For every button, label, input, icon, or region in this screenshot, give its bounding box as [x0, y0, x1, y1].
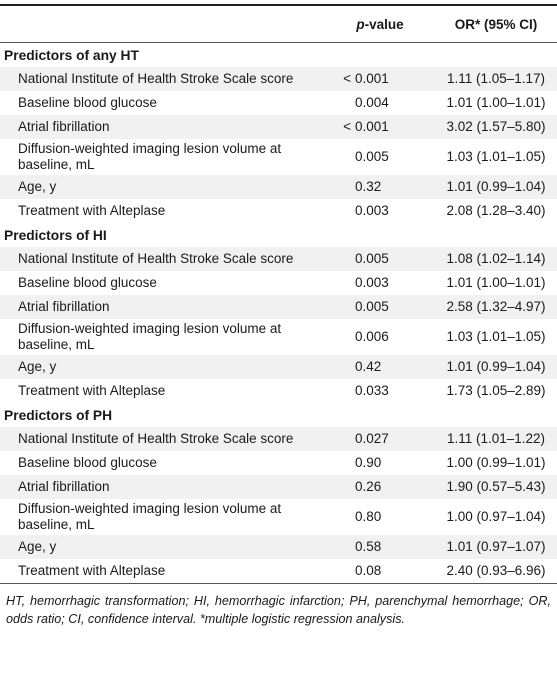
table-row [0, 319, 557, 355]
table-row [0, 559, 557, 583]
section-heading: Predictors of any HT [4, 47, 139, 63]
header-pvalue-rest: -value [364, 16, 404, 32]
pvalue-cell [325, 149, 435, 165]
table-row [0, 139, 557, 175]
predictor-label: Baseline blood glucose [18, 455, 157, 470]
pvalue: 0.001 [355, 71, 389, 86]
table-row [0, 175, 557, 199]
pvalue-cell [325, 179, 435, 195]
predictor-label: National Institute of Health Stroke Scale score [18, 431, 294, 446]
table-row [0, 475, 557, 499]
pvalue-cell [325, 383, 435, 399]
table-footnote: HT, hemorrhagic transformation; HI, hemorrhagic infarction; PH, parenchymal hemorrhage; OR, odds ratio; CI, confidence interval. *multiple logistic regression analysis. [6, 594, 551, 626]
pvalue-cell [325, 299, 435, 315]
less-than-sign [325, 149, 355, 165]
less-than-sign [325, 539, 355, 555]
table-row [0, 355, 557, 379]
predictor-label: Diffusion-weighted imaging lesion volume at baseline, mL [18, 321, 282, 352]
pvalue-cell [325, 359, 435, 375]
pvalue: 0.001 [355, 119, 389, 134]
predictor-label: Treatment with Alteplase [18, 203, 166, 218]
less-than-sign [325, 455, 355, 471]
pvalue-cell [325, 119, 435, 135]
less-than-sign [325, 509, 355, 525]
header-pvalue [325, 17, 435, 32]
pvalue: 0.58 [355, 539, 382, 554]
pvalue: 0.42 [355, 359, 382, 374]
pvalue: 0.08 [355, 563, 382, 578]
pvalue: 0.005 [355, 299, 389, 314]
predictor-label: Baseline blood glucose [18, 95, 157, 110]
predictor-label: Age, y [18, 179, 57, 194]
table-row [0, 295, 557, 319]
odds-ratio-cell: 2.40 (0.93–6.96) [446, 563, 546, 578]
less-than-sign [325, 275, 355, 291]
pvalue-cell [325, 431, 435, 447]
pvalue: 0.004 [355, 95, 389, 110]
table-row [0, 67, 557, 91]
predictor-label: Atrial fibrillation [18, 119, 110, 134]
predictor-label: Atrial fibrillation [18, 479, 110, 494]
odds-ratio-cell: 1.01 (0.99–1.04) [446, 359, 546, 374]
pvalue-cell [325, 329, 435, 345]
table-row [0, 499, 557, 535]
odds-ratio-cell: 1.11 (1.05–1.17) [446, 71, 546, 86]
pvalue-cell [325, 275, 435, 291]
predictor-label: Age, y [18, 359, 57, 374]
pvalue-cell [325, 455, 435, 471]
odds-ratio-cell: 1.08 (1.02–1.14) [446, 251, 546, 266]
odds-ratio-cell: 1.01 (1.00–1.01) [446, 275, 546, 290]
section-heading: Predictors of PH [4, 407, 113, 423]
predictor-label: National Institute of Health Stroke Scale score [18, 251, 294, 266]
header-or: OR* (95% CI) [454, 16, 538, 32]
less-than-sign [325, 179, 355, 195]
less-than-sign: < [343, 71, 351, 86]
pvalue-cell [325, 509, 435, 525]
pvalue: 0.003 [355, 275, 389, 290]
pvalue-cell [325, 71, 435, 87]
pvalue-cell [325, 539, 435, 555]
table-row [0, 199, 557, 223]
odds-ratio-cell: 1.03 (1.01–1.05) [446, 149, 546, 164]
pvalue: 0.027 [355, 431, 389, 446]
odds-ratio-cell: 1.01 (1.00–1.01) [446, 95, 546, 110]
table-row [0, 379, 557, 403]
table-row [0, 427, 557, 451]
table-row [0, 535, 557, 559]
header-pvalue-italic: p [356, 16, 365, 32]
less-than-sign [325, 95, 355, 111]
pvalue: 0.32 [355, 179, 382, 194]
odds-ratio-cell: 1.73 (1.05–2.89) [446, 383, 546, 398]
less-than-sign [325, 203, 355, 219]
less-than-sign: < [343, 119, 351, 134]
less-than-sign [325, 299, 355, 315]
less-than-sign [325, 563, 355, 579]
table-row [0, 247, 557, 271]
predictor-label: Diffusion-weighted imaging lesion volume at baseline, mL [18, 501, 282, 532]
odds-ratio-cell: 1.11 (1.01–1.22) [446, 431, 546, 446]
pvalue-cell [325, 251, 435, 267]
pvalue: 0.005 [355, 149, 389, 164]
table-header-row [0, 6, 557, 43]
odds-ratio-cell: 2.08 (1.28–3.40) [446, 203, 546, 218]
pvalue: 0.006 [355, 329, 389, 344]
odds-ratio-cell: 2.58 (1.32–4.97) [446, 299, 546, 314]
table-body [0, 43, 557, 583]
pvalue: 0.26 [355, 479, 382, 494]
odds-ratio-cell: 1.00 (0.97–1.04) [446, 509, 546, 524]
predictor-label: Atrial fibrillation [18, 299, 110, 314]
table-row [0, 271, 557, 295]
less-than-sign [325, 329, 355, 345]
less-than-sign [325, 431, 355, 447]
results-table [0, 4, 557, 628]
table-row [0, 115, 557, 139]
less-than-sign [325, 479, 355, 495]
pvalue-cell [325, 479, 435, 495]
predictor-label: Baseline blood glucose [18, 275, 157, 290]
predictor-label: Age, y [18, 539, 57, 554]
odds-ratio-cell: 1.01 (0.99–1.04) [446, 179, 546, 194]
less-than-sign [325, 251, 355, 267]
pvalue-cell [325, 563, 435, 579]
pvalue-cell [325, 203, 435, 219]
pvalue: 0.80 [355, 509, 382, 524]
table-row [0, 451, 557, 475]
section-heading: Predictors of HI [4, 227, 107, 243]
odds-ratio-cell: 1.00 (0.99–1.01) [446, 455, 546, 470]
predictor-label: National Institute of Health Stroke Scale score [18, 71, 294, 86]
predictor-label: Treatment with Alteplase [18, 383, 166, 398]
pvalue: 0.90 [355, 455, 382, 470]
odds-ratio-cell: 3.02 (1.57–5.80) [446, 119, 546, 134]
table-row [0, 91, 557, 115]
predictor-label: Treatment with Alteplase [18, 563, 166, 578]
pvalue: 0.003 [355, 203, 389, 218]
less-than-sign [325, 383, 355, 399]
odds-ratio-cell: 1.90 (0.57–5.43) [446, 479, 546, 494]
odds-ratio-cell: 1.01 (0.97–1.07) [446, 539, 546, 554]
pvalue: 0.005 [355, 251, 389, 266]
pvalue: 0.033 [355, 383, 389, 398]
odds-ratio-cell: 1.03 (1.01–1.05) [446, 329, 546, 344]
less-than-sign [325, 359, 355, 375]
predictor-label: Diffusion-weighted imaging lesion volume at baseline, mL [18, 141, 282, 172]
pvalue-cell [325, 95, 435, 111]
